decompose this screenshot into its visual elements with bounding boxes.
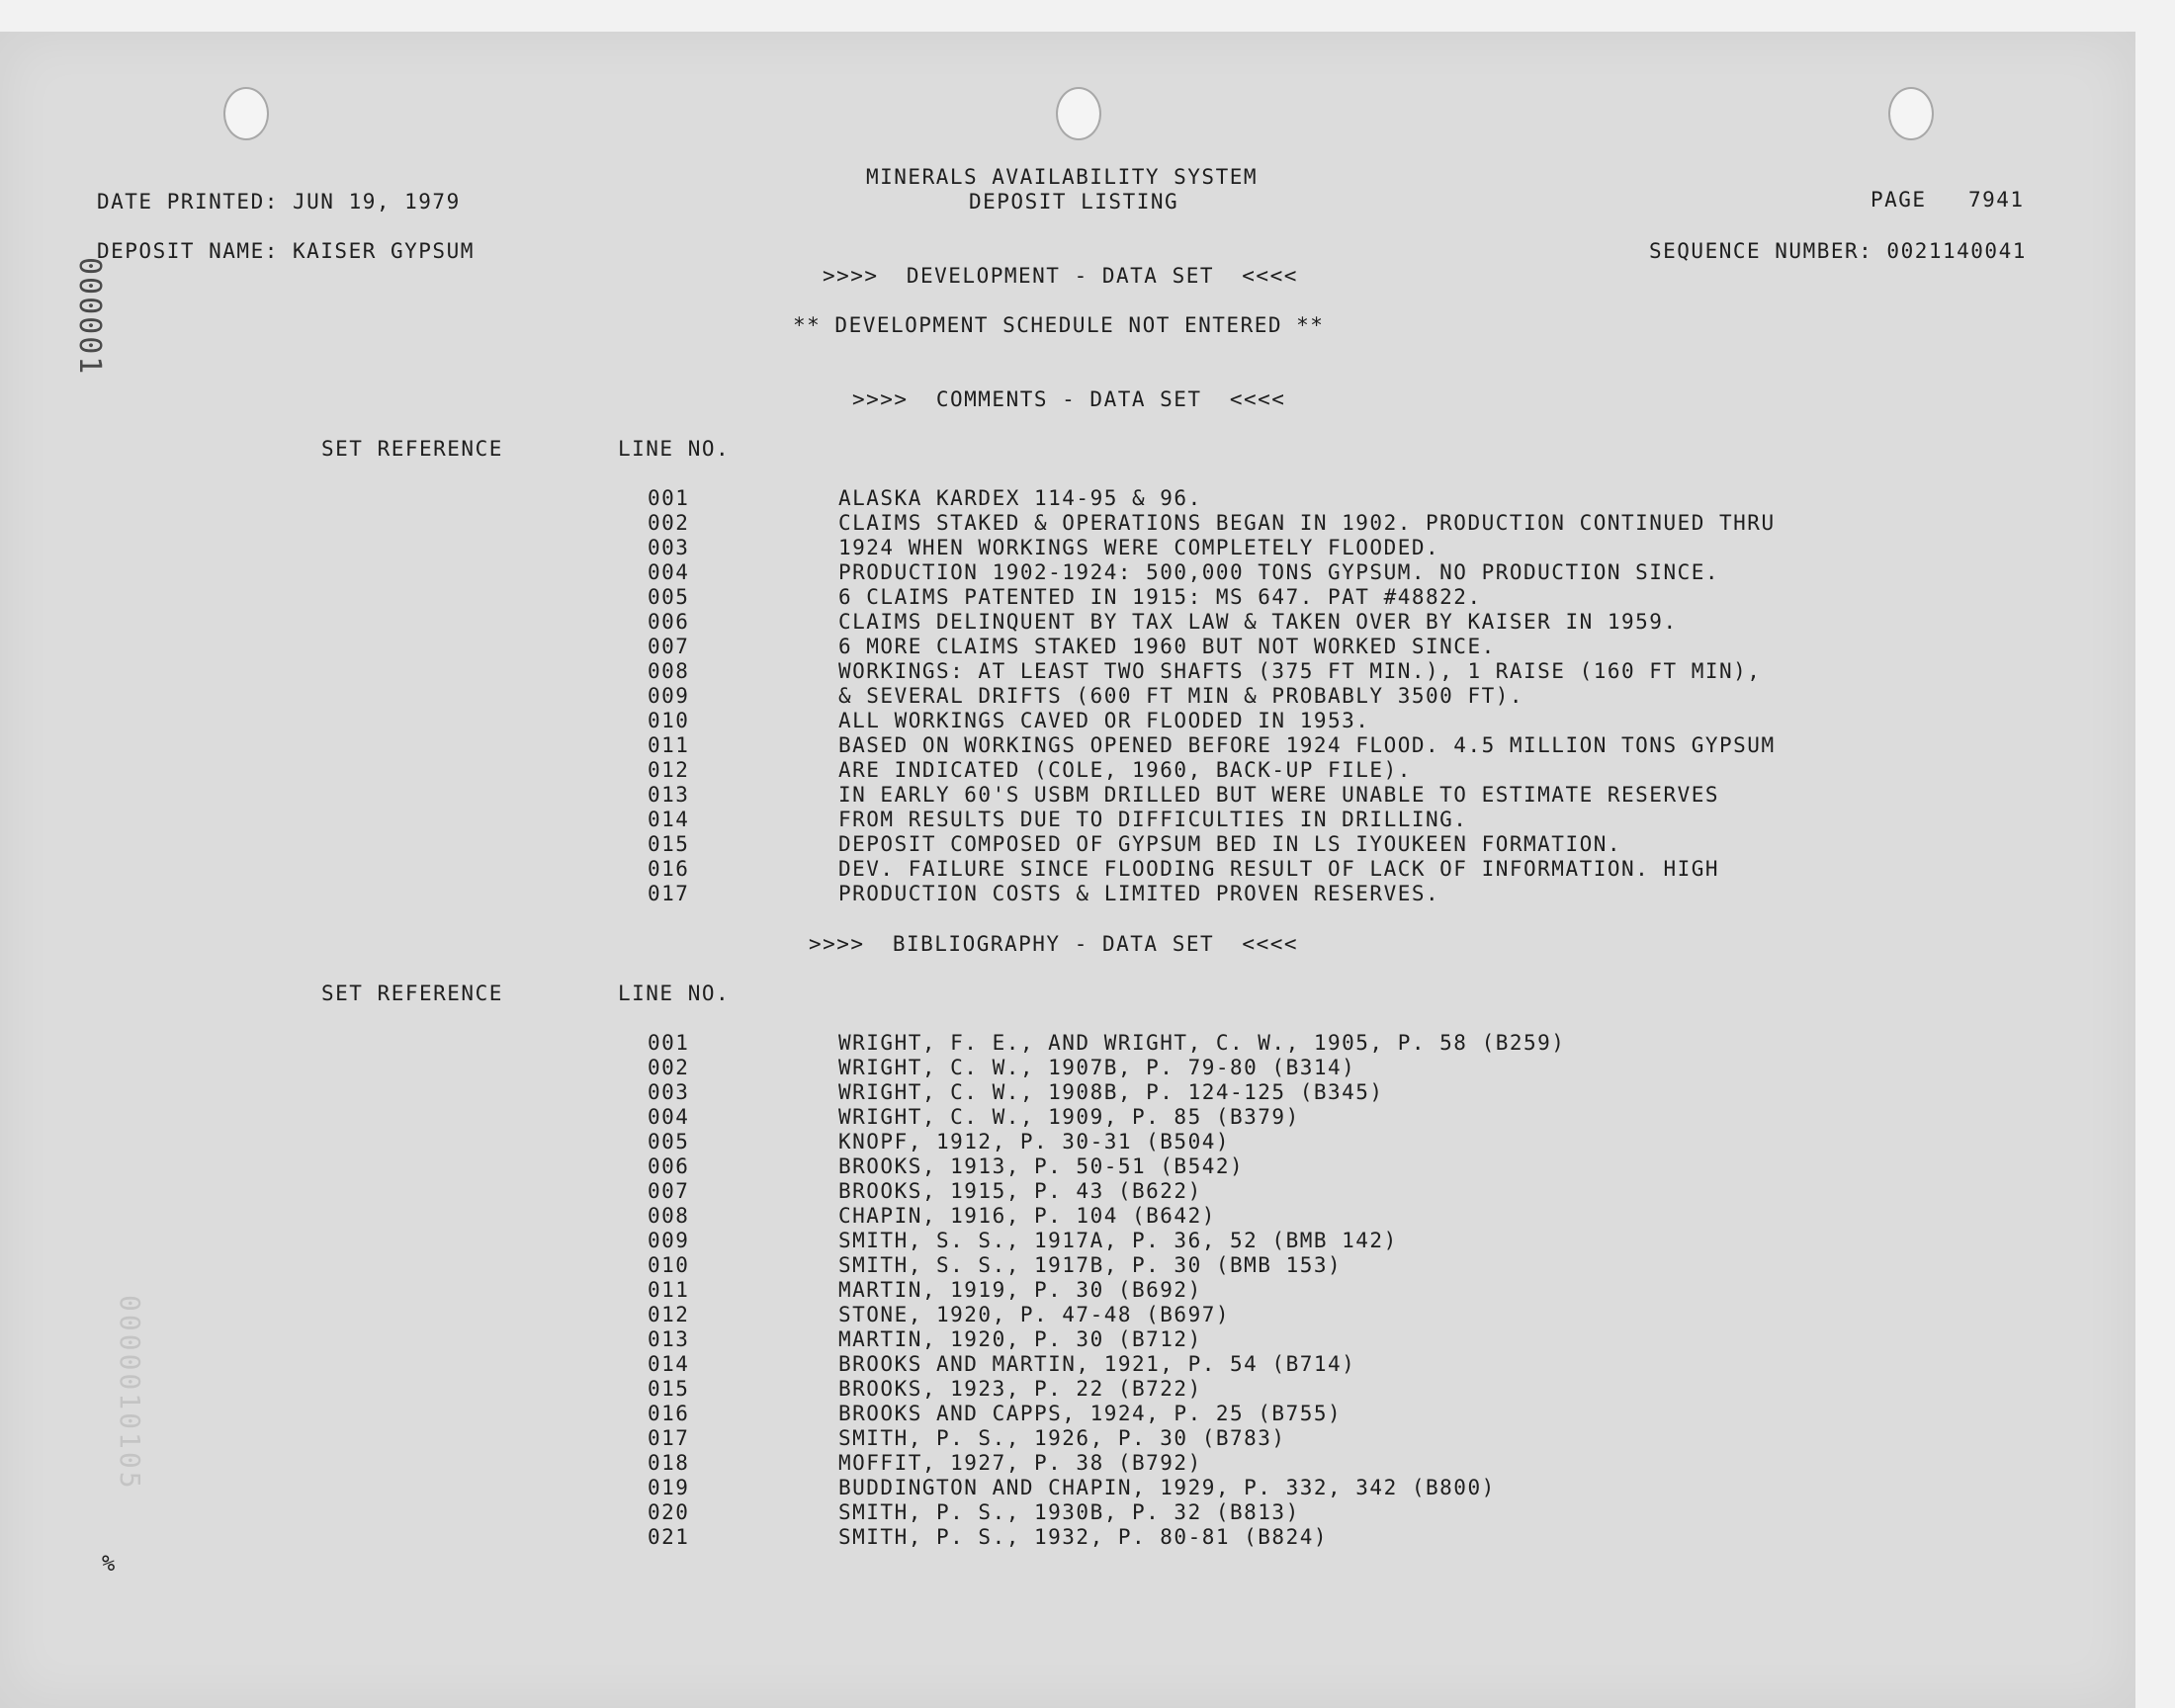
bibliography-line-text: STONE, 1920, P. 47-48 (B697) bbox=[838, 1303, 1231, 1326]
bibliography-line-number: 019 bbox=[648, 1476, 690, 1499]
bibliography-line-number: 004 bbox=[648, 1105, 690, 1129]
comment-line-number: 007 bbox=[648, 635, 690, 658]
bibliography-line-text: MARTIN, 1919, P. 30 (B692) bbox=[838, 1278, 1202, 1302]
bibliography-line-number: 002 bbox=[648, 1056, 690, 1079]
comment-row bbox=[0, 783, 2175, 808]
bibliography-line-number: 001 bbox=[648, 1031, 690, 1055]
comment-line-text: DEPOSIT COMPOSED OF GYPSUM BED IN LS IYOUKEEN FORMATION. bbox=[838, 832, 1622, 856]
bibliography-line-text: BROOKS AND MARTIN, 1921, P. 54 (B714) bbox=[838, 1352, 1356, 1376]
comment-line-text: ARE INDICATED (COLE, 1960, BACK-UP FILE). bbox=[838, 758, 1412, 782]
development-note: ** DEVELOPMENT SCHEDULE NOT ENTERED ** bbox=[793, 313, 1325, 337]
bibliography-row bbox=[0, 1229, 2175, 1253]
comment-line-text: IN EARLY 60'S USBM DRILLED BUT WERE UNABLE TO ESTIMATE RESERVES bbox=[838, 783, 1720, 807]
bibliography-line-number: 021 bbox=[648, 1525, 690, 1549]
comment-row bbox=[0, 733, 2175, 758]
comment-row bbox=[0, 832, 2175, 857]
comment-line-number: 010 bbox=[648, 709, 690, 732]
comment-line-number: 001 bbox=[648, 486, 690, 510]
punch-hole-center bbox=[1056, 87, 1101, 140]
comment-row bbox=[0, 758, 2175, 783]
bibliography-line-text: SMITH, S. S., 1917A, P. 36, 52 (BMB 142) bbox=[838, 1229, 1398, 1252]
bibliography-line-number: 013 bbox=[648, 1327, 690, 1351]
comment-line-number: 006 bbox=[648, 610, 690, 634]
bibliography-line-text: WRIGHT, C. W., 1909, P. 85 (B379) bbox=[838, 1105, 1300, 1129]
bibliography-row bbox=[0, 1303, 2175, 1327]
footer-mark: % bbox=[102, 1552, 117, 1577]
bibliography-row bbox=[0, 1327, 2175, 1352]
bibliography-line-number: 011 bbox=[648, 1278, 690, 1302]
bibliography-row bbox=[0, 1179, 2175, 1204]
comment-row bbox=[0, 560, 2175, 585]
bibliography-row bbox=[0, 1253, 2175, 1278]
bibliography-line-text: SMITH, S. S., 1917B, P. 30 (BMB 153) bbox=[838, 1253, 1343, 1277]
comment-row bbox=[0, 709, 2175, 733]
comment-line-text: 6 MORE CLAIMS STAKED 1960 BUT NOT WORKED SINCE. bbox=[838, 635, 1496, 658]
bibliography-row bbox=[0, 1080, 2175, 1105]
deposit-name: DEPOSIT NAME: KAISER GYPSUM bbox=[97, 239, 475, 263]
side-stamp-faint: 0000010105 bbox=[114, 1295, 146, 1492]
bibliography-row bbox=[0, 1426, 2175, 1451]
comment-row bbox=[0, 610, 2175, 635]
bibliography-row bbox=[0, 1154, 2175, 1179]
comment-line-text: CLAIMS DELINQUENT BY TAX LAW & TAKEN OVER BY KAISER IN 1959. bbox=[838, 610, 1678, 634]
comment-line-text: WORKINGS: AT LEAST TWO SHAFTS (375 FT MIN.), 1 RAISE (160 FT MIN), bbox=[838, 659, 1762, 683]
bibliography-row bbox=[0, 1056, 2175, 1080]
punch-hole-left bbox=[223, 87, 269, 140]
side-stamp: 000001 bbox=[72, 257, 107, 377]
bibliography-line-number: 020 bbox=[648, 1500, 690, 1524]
comment-line-text: BASED ON WORKINGS OPENED BEFORE 1924 FLOOD. 4.5 MILLION TONS GYPSUM bbox=[838, 733, 1776, 757]
bibliography-col-line-no: LINE NO. bbox=[618, 982, 731, 1005]
comments-col-set-reference: SET REFERENCE bbox=[321, 437, 503, 461]
comment-row bbox=[0, 684, 2175, 709]
comment-row bbox=[0, 882, 2175, 906]
bibliography-line-text: BROOKS, 1915, P. 43 (B622) bbox=[838, 1179, 1202, 1203]
bibliography-row bbox=[0, 1377, 2175, 1402]
bibliography-line-number: 007 bbox=[648, 1179, 690, 1203]
bibliography-line-text: SMITH, P. S., 1930B, P. 32 (B813) bbox=[838, 1500, 1300, 1524]
bibliography-line-number: 015 bbox=[648, 1377, 690, 1401]
comment-row bbox=[0, 511, 2175, 536]
bibliography-line-number: 006 bbox=[648, 1154, 690, 1178]
comment-line-text: ALASKA KARDEX 114-95 & 96. bbox=[838, 486, 1202, 510]
comment-line-number: 012 bbox=[648, 758, 690, 782]
bibliography-line-number: 014 bbox=[648, 1352, 690, 1376]
comment-line-number: 014 bbox=[648, 808, 690, 831]
bibliography-line-number: 005 bbox=[648, 1130, 690, 1153]
comment-line-text: PRODUCTION COSTS & LIMITED PROVEN RESERVES. bbox=[838, 882, 1440, 905]
comment-line-number: 005 bbox=[648, 585, 690, 609]
comment-line-text: 1924 WHEN WORKINGS WERE COMPLETELY FLOODED. bbox=[838, 536, 1440, 559]
bibliography-line-number: 018 bbox=[648, 1451, 690, 1475]
bibliography-line-text: SMITH, P. S., 1926, P. 30 (B783) bbox=[838, 1426, 1286, 1450]
comment-line-number: 002 bbox=[648, 511, 690, 535]
comment-row bbox=[0, 585, 2175, 610]
comment-line-number: 004 bbox=[648, 560, 690, 584]
comment-line-number: 016 bbox=[648, 857, 690, 881]
bibliography-line-text: SMITH, P. S., 1932, P. 80-81 (B824) bbox=[838, 1525, 1329, 1549]
comment-line-text: & SEVERAL DRIFTS (600 FT MIN & PROBABLY 3500 FT). bbox=[838, 684, 1524, 708]
comment-row bbox=[0, 635, 2175, 659]
comment-line-number: 011 bbox=[648, 733, 690, 757]
bibliography-line-text: WRIGHT, F. E., AND WRIGHT, C. W., 1905, P. 58 (B259) bbox=[838, 1031, 1566, 1055]
development-heading: >>>> DEVELOPMENT - DATA SET <<<< bbox=[823, 264, 1298, 288]
bibliography-row bbox=[0, 1031, 2175, 1056]
bibliography-line-text: BROOKS AND CAPPS, 1924, P. 25 (B755) bbox=[838, 1402, 1343, 1425]
comment-line-text: CLAIMS STAKED & OPERATIONS BEGAN IN 1902. PRODUCTION CONTINUED THRU bbox=[838, 511, 1776, 535]
bibliography-line-text: BROOKS, 1913, P. 50-51 (B542) bbox=[838, 1154, 1245, 1178]
bibliography-row bbox=[0, 1476, 2175, 1500]
comment-line-text: ALL WORKINGS CAVED OR FLOODED IN 1953. bbox=[838, 709, 1370, 732]
comment-row bbox=[0, 536, 2175, 560]
comment-line-number: 008 bbox=[648, 659, 690, 683]
bibliography-line-number: 012 bbox=[648, 1303, 690, 1326]
bibliography-line-number: 008 bbox=[648, 1204, 690, 1228]
bibliography-line-number: 010 bbox=[648, 1253, 690, 1277]
comment-line-number: 013 bbox=[648, 783, 690, 807]
bibliography-line-text: CHAPIN, 1916, P. 104 (B642) bbox=[838, 1204, 1216, 1228]
punch-hole-right bbox=[1888, 87, 1934, 140]
comment-line-number: 003 bbox=[648, 536, 690, 559]
bibliography-line-text: MARTIN, 1920, P. 30 (B712) bbox=[838, 1327, 1202, 1351]
comment-line-text: DEV. FAILURE SINCE FLOODING RESULT OF LACK OF INFORMATION. HIGH bbox=[838, 857, 1720, 881]
bibliography-line-text: MOFFIT, 1927, P. 38 (B792) bbox=[838, 1451, 1202, 1475]
bibliography-line-text: BUDDINGTON AND CHAPIN, 1929, P. 332, 342 (B800) bbox=[838, 1476, 1496, 1499]
bibliography-row bbox=[0, 1105, 2175, 1130]
bibliography-line-number: 003 bbox=[648, 1080, 690, 1104]
comment-line-text: PRODUCTION 1902-1924: 500,000 TONS GYPSUM. NO PRODUCTION SINCE. bbox=[838, 560, 1720, 584]
listing-title: DEPOSIT LISTING bbox=[969, 190, 1179, 214]
sequence-number: SEQUENCE NUMBER: 0021140041 bbox=[1649, 239, 2027, 263]
comment-line-number: 015 bbox=[648, 832, 690, 856]
bibliography-row bbox=[0, 1402, 2175, 1426]
bibliography-row bbox=[0, 1500, 2175, 1525]
bibliography-heading: >>>> BIBLIOGRAPHY - DATA SET <<<< bbox=[809, 932, 1299, 956]
comment-line-text: 6 CLAIMS PATENTED IN 1915: MS 647. PAT #48822. bbox=[838, 585, 1482, 609]
comments-heading: >>>> COMMENTS - DATA SET <<<< bbox=[852, 387, 1286, 411]
bibliography-row bbox=[0, 1525, 2175, 1550]
bibliography-line-text: WRIGHT, C. W., 1907B, P. 79-80 (B314) bbox=[838, 1056, 1356, 1079]
bibliography-line-number: 017 bbox=[648, 1426, 690, 1450]
date-printed: DATE PRINTED: JUN 19, 1979 bbox=[97, 190, 461, 214]
bibliography-row bbox=[0, 1130, 2175, 1154]
bibliography-line-number: 009 bbox=[648, 1229, 690, 1252]
comment-row bbox=[0, 659, 2175, 684]
comments-col-line-no: LINE NO. bbox=[618, 437, 731, 461]
comment-row bbox=[0, 808, 2175, 832]
comment-line-number: 009 bbox=[648, 684, 690, 708]
bibliography-row bbox=[0, 1278, 2175, 1303]
bibliography-row bbox=[0, 1451, 2175, 1476]
bibliography-line-text: KNOPF, 1912, P. 30-31 (B504) bbox=[838, 1130, 1231, 1153]
bibliography-line-number: 016 bbox=[648, 1402, 690, 1425]
page-number: PAGE 7941 bbox=[1870, 188, 2025, 212]
comment-line-number: 017 bbox=[648, 882, 690, 905]
comment-line-text: FROM RESULTS DUE TO DIFFICULTIES IN DRILLING. bbox=[838, 808, 1468, 831]
bibliography-line-text: BROOKS, 1923, P. 22 (B722) bbox=[838, 1377, 1202, 1401]
bibliography-col-set-reference: SET REFERENCE bbox=[321, 982, 503, 1005]
comment-row bbox=[0, 857, 2175, 882]
comment-row bbox=[0, 486, 2175, 511]
system-title: MINERALS AVAILABILITY SYSTEM bbox=[866, 165, 1259, 189]
bibliography-row bbox=[0, 1204, 2175, 1229]
bibliography-line-text: WRIGHT, C. W., 1908B, P. 124-125 (B345) bbox=[838, 1080, 1384, 1104]
bibliography-row bbox=[0, 1352, 2175, 1377]
